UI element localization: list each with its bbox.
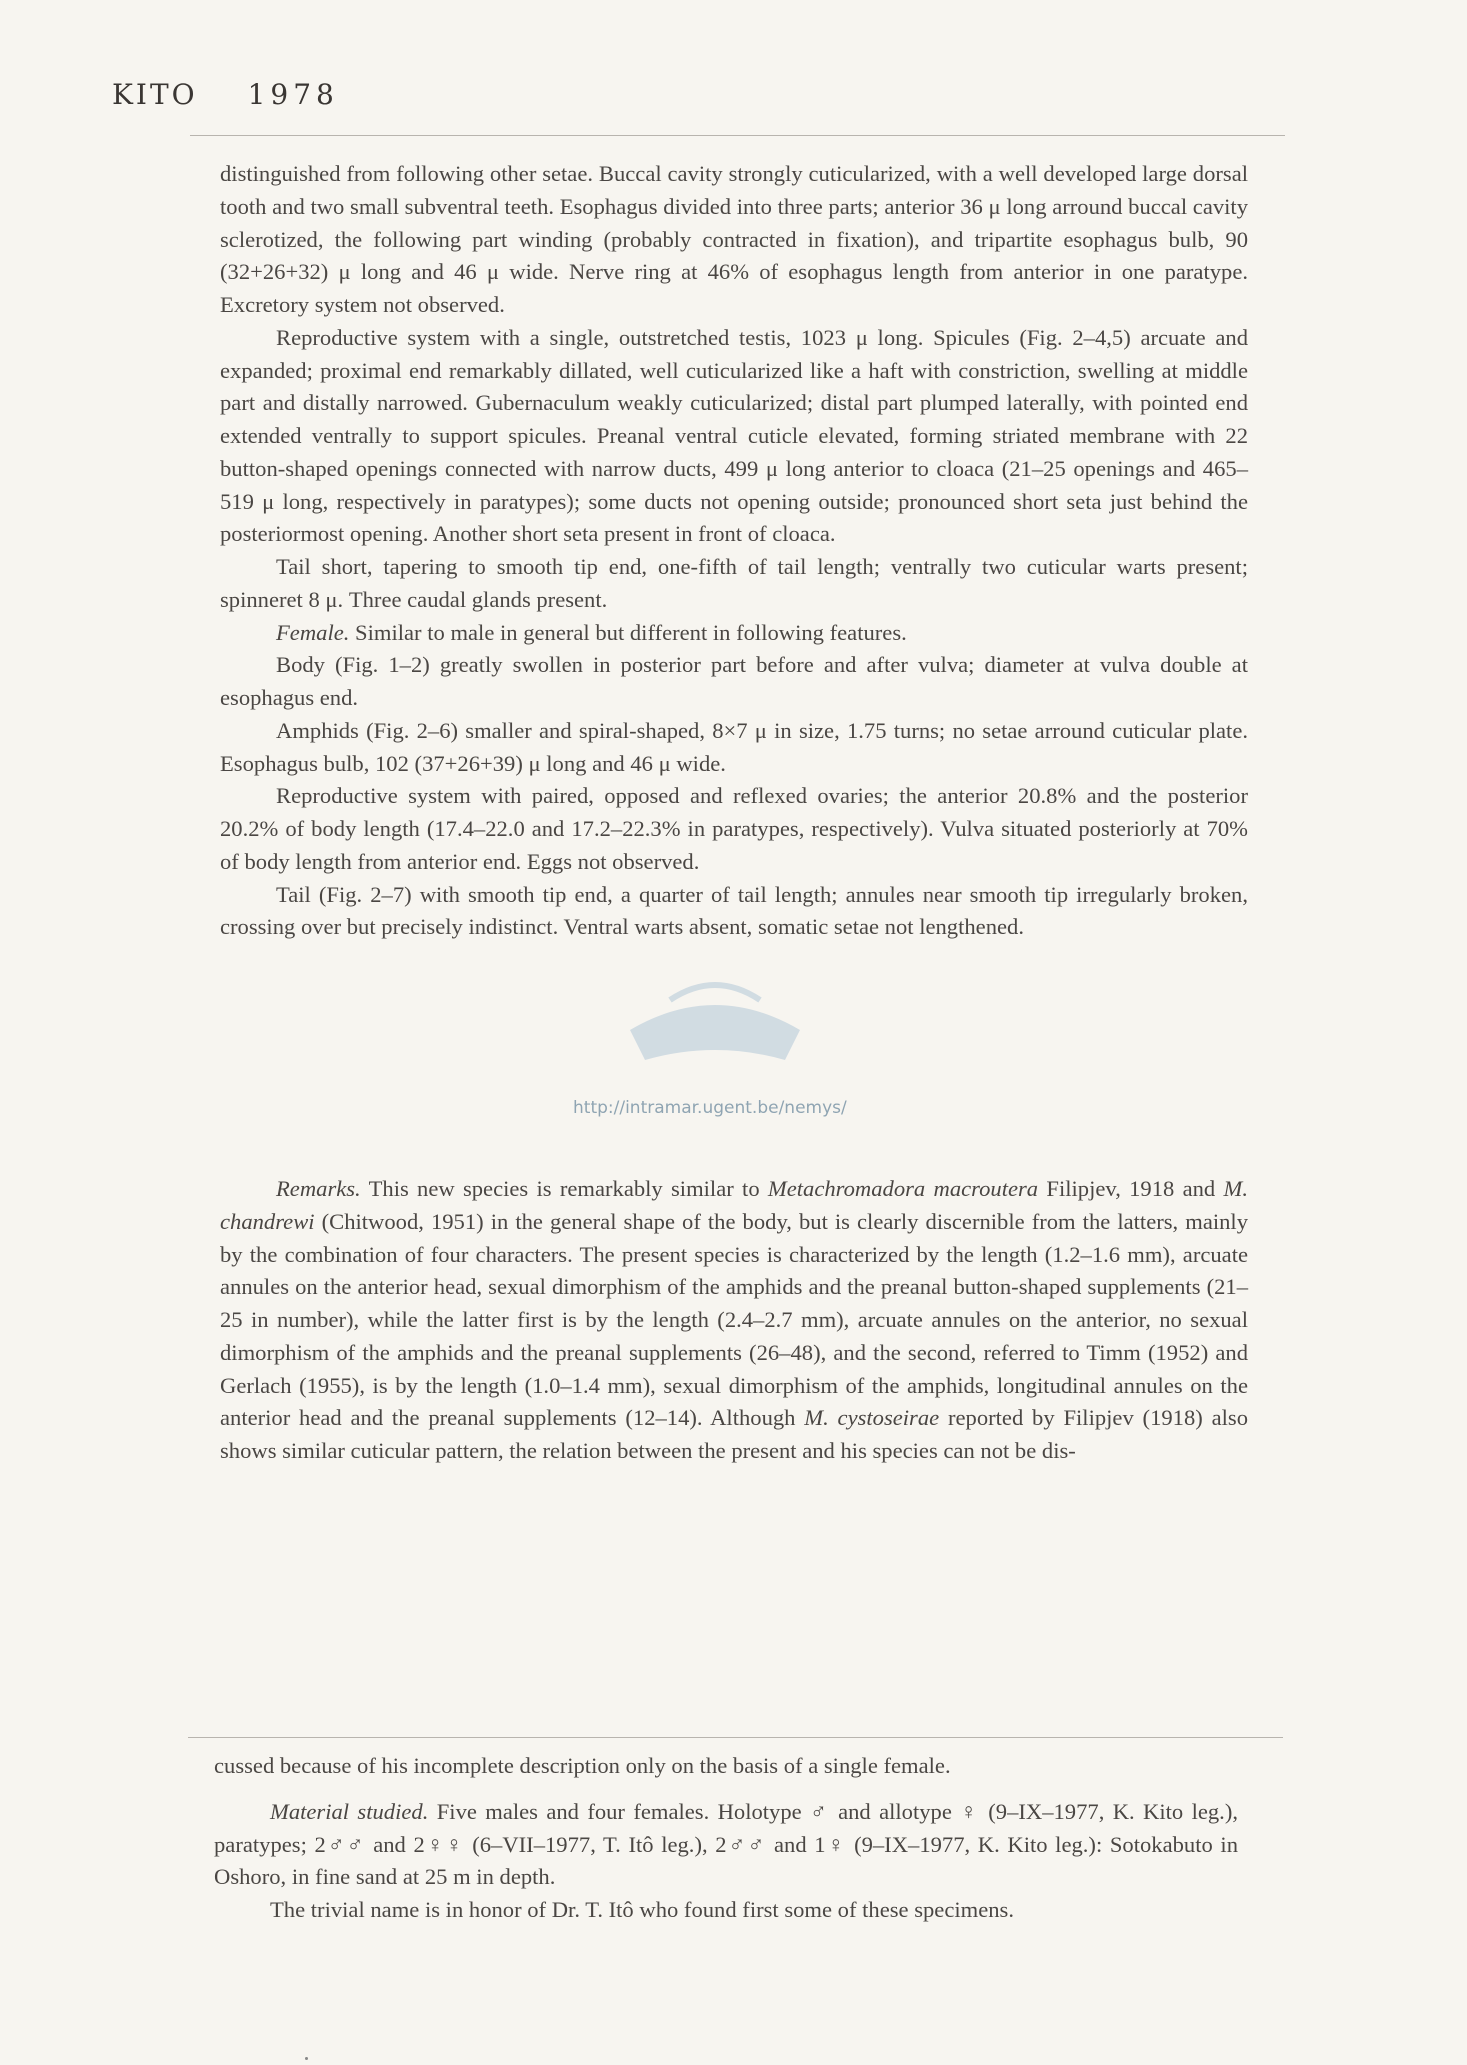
author-name: KITO	[112, 78, 198, 111]
species-name-2: M. chandrewi	[220, 1176, 1249, 1234]
female-amphids-paragraph: Amphids (Fig. 2–6) smaller and spiral-shaped, 8×7 μ in size, 1.75 turns; no setae arround cuticular plate. Esophagus bulb, 102 (37+26+39) μ long and 46 μ wide.	[220, 717, 1248, 776]
scan-speck	[305, 2057, 308, 2060]
header-rule	[190, 135, 1285, 136]
species-name-1: Metachromadora macroutera	[767, 1176, 1039, 1201]
female-label: Female.	[276, 619, 350, 645]
male-reproductive-paragraph: Reproductive system with a single, outstretched testis, 1023 μ long. Spicules (Fig. 2–4,5) arcuate and expanded; proximal end remarkably dillated, well cuticularized like a haft with constriction, swelling at middle part and distally narrowed. Gubernaculum weakly cuticularized; distal part plumped laterally, with pointed end extended ventrally to support spicules. Preanal ventral cuticle elevated, forming striated membrane with 22 button-shaped openings connected with narrow ducts, 499 μ long anterior to cloaca (21–25 openings and 465–519 μ long, respectively in paratypes); some ducts not opening outside; pronounced short seta just behind the posteriormost opening. Another short seta present in front of cloaca.	[220, 324, 1248, 547]
remarks-text-4: reported by Filipjev (1918) also shows similar cuticular pattern, the relation between the present and his species can not be dis-	[220, 1405, 1248, 1463]
description-continued	[220, 158, 1248, 944]
female-intro-text: Similar to male in general but different in following features.	[349, 619, 907, 645]
female-body-paragraph: Body (Fig. 1–2) greatly swollen in posterior part before and after vulva; diameter at vulva double at esophagus end.	[220, 652, 1248, 710]
female-intro-paragraph	[220, 617, 1248, 650]
esophagus-paragraph: distinguished from following other setae. Buccal cavity strongly cuticularized, with a well developed large dorsal tooth and two small subventral teeth. Esophagus divided into three parts; anterior 36 μ long arround buccal cavity sclerotized, the following part winding (probably contracted in fixation), and tripartite esophagus bulb, 90 (32+26+32) μ long and 46 μ wide. Nerve ring at 46% of esophagus length from anterior in one paratype. Excretory system not observed.	[220, 161, 1248, 317]
etymology-paragraph: The trivial name is in honor of Dr. T. Itô who found first some of these specimens.	[270, 1897, 1014, 1922]
remarks-text-2: Filipjev, 1918 and	[1038, 1176, 1224, 1201]
watermark-logo-icon	[610, 960, 820, 1080]
remarks-continuation: cussed because of his incomplete description only on the basis of a single female.	[214, 1753, 951, 1778]
running-head	[112, 78, 339, 111]
male-tail-paragraph: Tail short, tapering to smooth tip end, one-fifth of tail length; ventrally two cuticular warts present; spinneret 8 μ. Three caudal glands present.	[220, 554, 1248, 612]
next-page-text	[214, 1750, 1238, 1927]
remarks-label: Remarks.	[276, 1176, 361, 1201]
publication-year: 1978	[247, 78, 339, 111]
material-text: Five males and four females. Holotype ♂ and allotype ♀ (9–IX–1977, K. Kito leg.), paratypes; 2♂♂ and 2♀♀ (6–VII–1977, T. Itô leg.), 2♂♂ and 1♀ (9–IX–1977, K. Kito leg.): Sotokabuto in Oshoro, in fine sand at 25 m in depth.	[214, 1798, 1238, 1890]
remarks-text-1: This new species is remarkably similar to	[360, 1176, 768, 1201]
material-label: Material studied.	[270, 1798, 429, 1824]
remarks-section	[220, 1173, 1248, 1468]
remarks-text-3: (Chitwood, 1951) in the general shape of the body, but is clearly discernible from the latters, mainly by the combination of four characters. The present species is characterized by the length (1.2–1.6 mm), arcuate annules on the anterior head, sexual dimorphism of the amphids and the preanal button-shaped supplements (21–25 in number), while the latter first is by the length (2.4–2.7 mm), arcuate annules on the anterior, no sexual dimorphism of the amphids and the preanal supplements (26–48), and the second, referred to Timm (1952) and Gerlach (1955), is by the length (1.0–1.4 mm), sexual dimorphism of the amphids, longitudinal annules on the anterior head and the preanal supplements (12–14). Although	[220, 1208, 1248, 1431]
female-reproductive-paragraph: Reproductive system with paired, opposed and reflexed ovaries; the anterior 20.8% and the posterior 20.2% of body length (17.4–22.0 and 17.2–22.3% in paratypes, respectively). Vulva situated posteriorly at 70% of body length from anterior end. Eggs not observed.	[220, 783, 1248, 874]
watermark-url[interactable]: http://intramar.ugent.be/nemys/	[573, 1098, 847, 1118]
remarks-paragraph	[220, 1173, 1248, 1468]
species-name-3: M. cystoseirae	[804, 1405, 940, 1431]
material-paragraph	[214, 1796, 1238, 1894]
page-break-rule	[188, 1737, 1283, 1738]
female-tail-paragraph: Tail (Fig. 2–7) with smooth tip end, a quarter of tail length; annules near smooth tip irregularly broken, crossing over but precisely indistinct. Ventral warts absent, somatic setae not lengthened.	[220, 881, 1248, 940]
